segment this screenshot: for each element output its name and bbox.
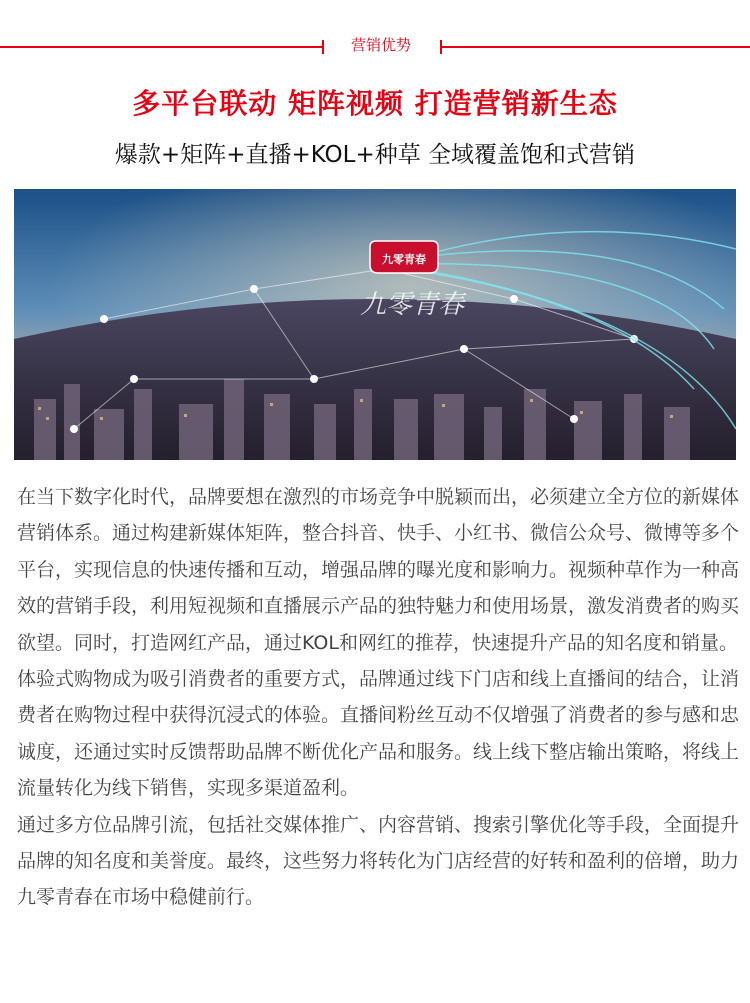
brand-script-text: 九零青春 [359,290,465,320]
headline: 多平台联动 矩阵视频 打造营销新生态 [132,87,618,120]
section-title: 营销优势 [350,36,411,54]
paragraph-3: 通过多方位品牌引流，包括社交媒体推广、内容营销、搜索引擎优化等手段，全面提升品牌的知名度和美誉度。最终，这些努力将转化为门店经营的好转和盈利的倍增，助力九零青春在市场中稳健前行。 [17,813,740,909]
paragraph-2: 体验式购物成为吸引消费者的重要方式，品牌通过线下门店和线上直播间的结合，让消费者在购物过程中获得沉浸式的体验。直播间粉丝互动不仅增强了消费者的参与感和忠诚度，还通过实时反馈帮助品牌不断优化产品和服务。线上线下整店输出策略，将线上流量转化为线下销售，实现多渠道盈利。 [17,668,740,800]
logo-badge-text: 九零青春 [382,253,426,266]
subheadline: 爆款+矩阵+直播+KOL+种草 全域覆盖饱和式营销 [114,142,636,168]
divider-tick-left [322,40,324,54]
brand-logo [370,241,438,273]
divider-line-left [0,46,322,48]
divider-line-right [440,46,750,48]
paragraph-1: 在当下数字化时代，品牌要想在激烈的市场竞争中脱颖而出，必须建立全方位的新媒体营销体系。通过构建新媒体矩阵，整合抖音、快手、小红书、微信公众号、微博等多个平台，实现信息的快速传播和互动，增强品牌的曝光度和影响力。视频种草作为一种高效的营销手段，利用短视频和直播展示产品的独特魅力和使用场景，激发消费者的购买欲望。同时，打造网红产品，通过KOL和网红的推荐，快速提升产品的知名度和销量。 [17,486,740,654]
section-header [0,28,750,68]
hero-banner-image [14,189,736,460]
article-body [17,479,739,916]
